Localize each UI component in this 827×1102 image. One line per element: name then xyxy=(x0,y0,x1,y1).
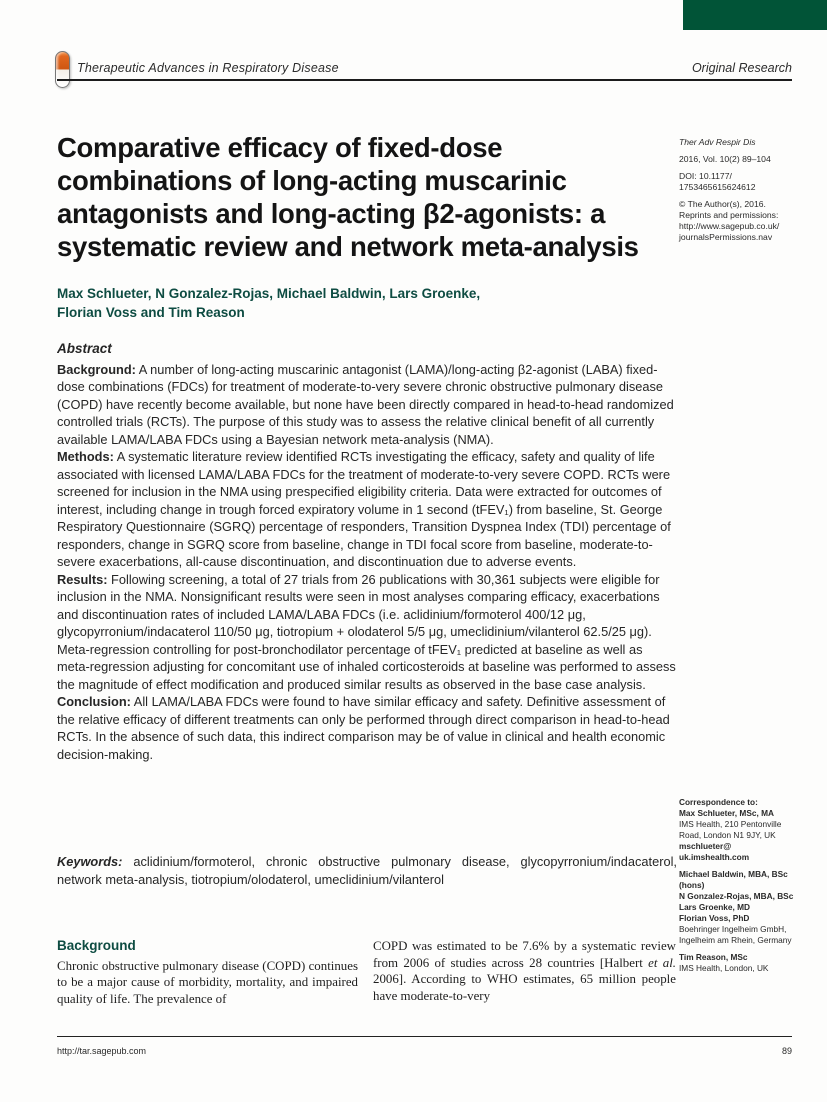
keywords-text: aclidinium/formoterol, chronic obstructive pulmonary disease, glycopyrronium/indacaterol, network meta-analysis, tiotropium/olodaterol, umeclidinium/vilanterol xyxy=(57,854,677,887)
copyright-line: © The Author(s), 2016. xyxy=(679,199,766,209)
email-line-1[interactable]: mschlueter@ xyxy=(679,841,732,851)
reprints-line: Reprints and permissions: xyxy=(679,210,779,220)
coauthor-name-3: Lars Groenke, MD xyxy=(679,902,751,912)
keywords xyxy=(57,853,677,888)
abstract-conclusion xyxy=(57,693,677,763)
title-line-3: antagonists and long-acting β2-agonists: a xyxy=(57,198,606,229)
section-heading-background: Background xyxy=(57,938,136,953)
article-type-label: Original Research xyxy=(691,61,792,75)
authors-line-2: Florian Voss and Tim Reason xyxy=(57,305,245,320)
abstract-methods xyxy=(57,448,677,571)
abstract-background xyxy=(57,361,677,449)
abstract-conclusion-text: All LAMA/LABA FDCs were found to have similar efficacy and safety. Definitive assessment of the relative efficacy of different treatments can only be performed through direct comparison in head-to-head RCTs. In the absence of such data, this indirect comparison may be of value in clinical and health economic decision-making. xyxy=(57,694,670,762)
correspondence-primary xyxy=(679,797,799,863)
abstract-background-text: A number of long-acting muscarinic antagonist (LAMA)/long-acting β2-agonist (LABA) fixed-dose combinations (FDCs) for treatment of moderate-to-very severe chronic obstructive pulmonary disease (COPD) have recently become available, but none have been directly compared in head-to-head randomized controlled trials (RCTs). The purpose of this study was to assess the relative clinical benefit of all currently available LAMA/LABA FDCs using a Bayesian network meta-analysis (NMA). xyxy=(57,361,674,447)
last-author-affiliation: IMS Health, London, UK xyxy=(679,963,769,973)
last-author-name: Tim Reason, MSc xyxy=(679,952,748,962)
coauthor-name-2: N Gonzalez-Rojas, MBA, BSc xyxy=(679,891,794,901)
abstract-results xyxy=(57,571,677,694)
citation-block xyxy=(679,137,799,249)
author-list xyxy=(57,284,617,322)
body-column-2-text-post: 2006]. According to WHO estimates, 65 million people have moderate-to-very xyxy=(373,972,676,1003)
correspondence-email[interactable] xyxy=(679,841,799,863)
body-column-1-text: Chronic obstructive pulmonary disease (COPD) continues to be a major cause of morbidity, mortality, and impaired quality of life. The prevalence of xyxy=(57,958,358,1006)
correspondence-block xyxy=(679,797,799,980)
authors-line-1: Max Schlueter, N Gonzalez-Rojas, Michael Baldwin, Lars Groenke, xyxy=(57,286,481,301)
page-number: 89 xyxy=(781,1046,792,1056)
body-column-2-etal: et al. xyxy=(648,955,676,970)
body-column-2-text-pre: COPD was estimated to be 7.6% by a systematic review from 2006 of studies across 28 countries [Halbert xyxy=(373,939,676,970)
pill-capsule-icon xyxy=(55,51,70,88)
citation-doi xyxy=(679,171,799,193)
correspondence-coauthors xyxy=(679,869,799,946)
body-column-1 xyxy=(57,938,358,1012)
correspondence-primary-address: IMS Health, 210 Pentonville Road, London N1 9JY, UK xyxy=(679,819,782,840)
coauthor-name-4: Florian Voss, PhD xyxy=(679,913,750,923)
correspondence-label: Correspondence to: xyxy=(679,797,758,807)
permissions-url-line-2[interactable]: journalsPermissions.nav xyxy=(679,232,773,242)
citation-copyright xyxy=(679,199,799,243)
abstract-conclusion-label: Conclusion: xyxy=(57,694,131,709)
abstract-results-label: Results: xyxy=(57,571,108,587)
correspondence-last-author xyxy=(679,952,799,974)
abstract-methods-label: Methods: xyxy=(57,449,114,464)
abstract-background-label: Background: xyxy=(57,361,136,377)
keywords-label: Keywords: xyxy=(57,854,123,869)
citation-volume: 2016, Vol. 10(2) 89–104 xyxy=(679,154,771,164)
correspondence-primary-name: Max Schlueter, MSc, MA xyxy=(679,808,774,818)
doi-line-1: DOI: 10.1177/ xyxy=(679,171,732,181)
abstract xyxy=(57,340,677,846)
title-line-1: Comparative efficacy of fixed-dose xyxy=(57,132,503,163)
citation-journal-abbrev: Ther Adv Respir Dis xyxy=(679,137,756,147)
permissions-url-line-1[interactable]: http://www.sagepub.co.uk/ xyxy=(679,221,780,231)
doi-line-2: 1753465615624612 xyxy=(679,182,756,192)
coauthor-affiliation: Boehringer Ingelheim GmbH, Ingelheim am Rhein, Germany xyxy=(679,924,792,945)
brand-corner-block xyxy=(683,0,827,30)
journal-name: Therapeutic Advances in Respiratory Disease xyxy=(77,61,339,75)
permissions-url[interactable] xyxy=(679,221,779,242)
abstract-results-text: Following screening, a total of 27 trials from 26 publications with 30,361 subjects were eligible for inclusion in the NMA. Nonsignificant results were seen in most analyses comparing efficacy, exacerbations and discontinuation rates of included LAMA/LABA FDCs (i.e. aclidinium/formoterol 400/12 μg, glycopyrronium/indacaterol 110/50 μg, tiotropium + olodaterol 5/5 μg, umeclidinium/vilanterol 62.5/25 μg). Meta-regression controlling for post-bronchodilator percentage of tFEV₁ predicted at baseline as well as meta-regression adjusting for concomitant use of inhaled corticosteroids at baseline was performed to assess the magnitude of effect modification and produced similar results as observed in the base case analysis. xyxy=(57,571,676,692)
email-line-2[interactable]: uk.imshealth.com xyxy=(679,852,750,862)
body-column-2 xyxy=(373,938,676,1012)
title-line-4: systematic review and network meta-analysis xyxy=(57,231,639,262)
article-title xyxy=(57,131,679,263)
abstract-methods-text: A systematic literature review identified RCTs investigating the efficacy, safety and quality of life associated with licensed LAMA/LABA FDCs for the treatment of moderate-to-very severe COPD. RCTs were screened for inclusion in the NMA using prespecified eligibility criteria. Data were extracted for outcomes of interest, including change in trough forced expiratory volume in 1 second (tFEV₁) from baseline, St. George Respiratory Questionnaire (SGRQ) percentage of responders, Transition Dyspnea Index (TDI) percentage of responders, change in SGRQ score from baseline, change in TDI focal score from baseline, moderate-to-severe exacerbations, all-cause discontinuation, and discontinuation due to adverse events. xyxy=(57,449,671,569)
title-line-2: combinations of long-acting muscarinic xyxy=(57,165,567,196)
footer-divider xyxy=(57,1036,792,1037)
abstract-heading: Abstract xyxy=(57,341,112,356)
coauthor-name-1: Michael Baldwin, MBA, BSc (hons) xyxy=(679,869,788,890)
footer-journal-url[interactable]: http://tar.sagepub.com xyxy=(57,1046,147,1056)
header-divider xyxy=(57,79,792,81)
